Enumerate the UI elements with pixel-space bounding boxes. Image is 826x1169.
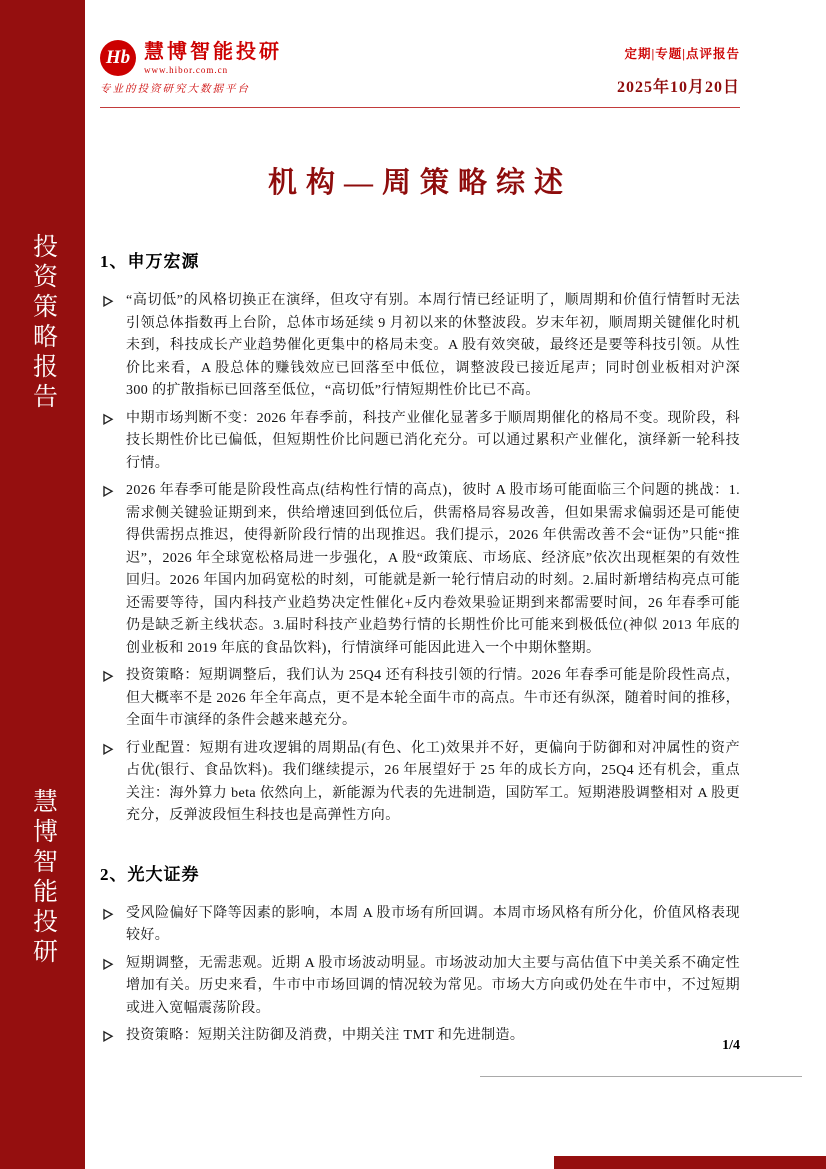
- bullet-text: 投资策略：短期调整后，我们认为 25Q4 还有科技引领的行情。2026 年春季可能是阶段性高点，但大概率不是 2026 年全年高点，更不是本轮全面牛市的高点。牛市还有纵深，随着时间的推移，全面牛市演绎的条件会越来越充分。: [126, 668, 740, 728]
- bullet-list: [100, 903, 740, 1048]
- bullet-item: [100, 903, 740, 948]
- logo-text-block: [144, 41, 282, 75]
- header-right-block: [617, 40, 740, 97]
- bullet-text: 受风险偏好下降等因素的影响，本周 A 股市场有所回调。本周市场风格有所分化，价值风格表现较好。: [126, 905, 740, 943]
- footer-accent-bar: [554, 1156, 826, 1169]
- section-heading: 1、申万宏源: [100, 252, 200, 271]
- arrowhead-bullet-icon: [102, 958, 114, 970]
- logo-company-name: 慧博智能投研: [144, 41, 282, 63]
- bullet-item: [100, 665, 740, 733]
- bullet-text: 2026 年春季可能是阶段性高点(结构性行情的高点)，彼时 A 股市场可能面临三个问题的挑战：1.需求侧关键验证期到来，供给增速回到低位后，供需格局容易改善，但如果需求偏弱还是可能使得供需拐点推迟，使得新阶段行情的出现推迟。我们提示，2026 年供需改善不会“证伪”只能“推迟”，2026 年全球宽松格局进一步强化，A 股“政策底、市场底、经济底”依次出现框架的有效性回归。2026 年国内加码宽松的时刻，可能就是新一轮行情启动的时刻。2.届时新增结构亮点可能还需要等待，国内科技产业趋势决定性催化+反内卷效果验证期到来都需要时间，26 年春季可能仍是缺乏新主线状态。3.届时科技产业趋势行情的长期性价比可能来到极低位(神似 2013 年底的创业板和 2019 年底的食品饮料)，行情演绎可能因此进入一个中期休整期。: [126, 483, 740, 656]
- report-header: [100, 0, 740, 108]
- footer-divider: [480, 1076, 802, 1077]
- arrowhead-bullet-icon: [102, 1030, 114, 1042]
- bullet-text: “高切低”的风格切换正在演绎，但攻守有别。本周行情已经证明了，顺周期和价值行情暂时无法引领总体指数再上台阶，总体市场延续 9 月初以来的休整波段。岁末年初，顺周期关键催化时机未到，科技成长产业趋势催化更集中的格局未变。A 股有效突破，最终还是要等科技引领。从性价比来看，A 股总体的赚钱效应已回落至中低位，调整波段已接近尾声；同时创业板相对沪深 300 的扩散指标已回落至低位，“高切低”行情短期性价比已不高。: [126, 293, 740, 398]
- sidebar-category-label: 投资策略报告: [29, 233, 57, 413]
- bullet-item: [100, 953, 740, 1021]
- bullet-item: [100, 480, 740, 660]
- arrowhead-bullet-icon: [102, 743, 114, 755]
- logo-monogram-icon: [100, 40, 136, 76]
- page-content: [100, 0, 740, 1053]
- logo-tagline: 专业的投资研究大数据平台: [100, 84, 250, 95]
- bullet-item: [100, 408, 740, 476]
- logo-monogram-text: Hb: [105, 47, 131, 68]
- report-type-label: 定期|专题|点评报告: [624, 47, 740, 61]
- bullet-text: 短期调整，无需悲观。近期 A 股市场波动明显。市场波动加大主要与高估值下中美关系不确定性增加有关。历史来看，牛市中市场回调的情况较为常见。市场大方向或仍处在牛市中，不过短期或进入宽幅震荡阶段。: [126, 955, 740, 1016]
- page-number: 1/4: [722, 1038, 740, 1053]
- bullet-text: 投资策略：短期关注防御及消费，中期关注 TMT 和先进制造。: [126, 1028, 525, 1043]
- page-title: 机构—周策略综述: [267, 167, 572, 199]
- company-logo: [100, 40, 282, 96]
- arrowhead-bullet-icon: [102, 413, 114, 425]
- arrowhead-bullet-icon: [102, 670, 114, 682]
- arrowhead-bullet-icon: [102, 908, 114, 920]
- left-sidebar: [0, 0, 85, 1169]
- bullet-item: [100, 738, 740, 828]
- section-heading: 2、光大证券: [100, 864, 200, 884]
- bullet-text: 中期市场判断不变：2026 年春季前，科技产业催化显著多于顺周期催化的格局不变。现阶段，科技长期性价比已偏低，但短期性价比问题已消化充分。可以通过累积产业催化，演绎新一轮科技行情。: [126, 410, 740, 471]
- bullet-item: [100, 290, 740, 403]
- arrowhead-bullet-icon: [102, 295, 114, 307]
- bullet-list: [100, 290, 740, 828]
- bullet-text: 行业配置：短期有进攻逻辑的周期品(有色、化工)效果并不好，更偏向于防御和对冲属性的资产占优(银行、食品饮料)。我们继续提示，26 年展望好于 25 年的成长方向，25Q4 还有机会，重点关注：海外算力 beta 依然向上，新能源为代表的先进制造，国防军工。短期港股调整相对 A 股更充分，反弹波段恒生科技也是高弹性方向。: [126, 740, 740, 823]
- sections: [100, 247, 740, 1048]
- report-date: 2025年10月20日: [616, 79, 740, 96]
- bullet-item: [100, 1025, 740, 1048]
- arrowhead-bullet-icon: [102, 485, 114, 497]
- logo-website: www.hibor.com.cn: [144, 65, 229, 75]
- sidebar-brand-label: 慧博智能投研: [29, 788, 57, 968]
